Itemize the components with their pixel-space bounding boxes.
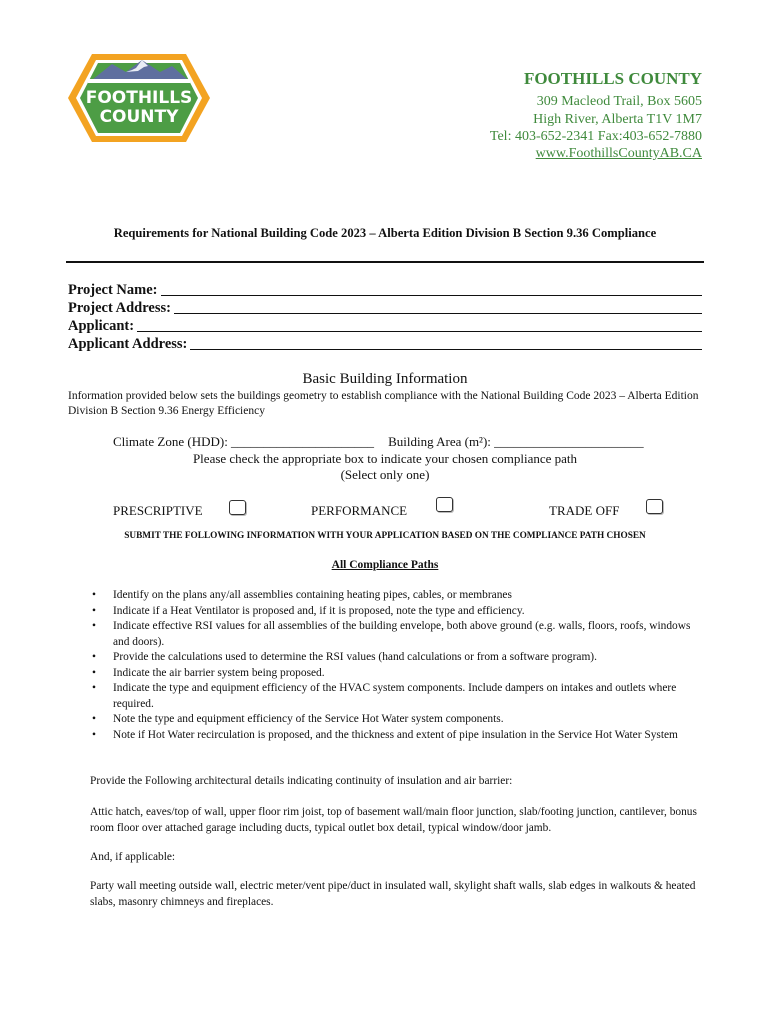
trade-off-label: TRADE OFF [549, 503, 620, 518]
org-address-line-2: High River, Alberta T1V 1M7 [533, 112, 702, 127]
select-only-one-note: (Select only one) [340, 467, 430, 482]
bullet-icon: • [92, 589, 96, 601]
list-item: • Indicate if a Heat Ventilator is proposed and, if it is proposed, note the type and efficiency. [92, 604, 704, 620]
performance-checkbox[interactable] [436, 497, 453, 512]
details-intro: Provide the Following architectural details indicating continuity of insulation and air barrier: [90, 775, 513, 787]
list-item: • Identify on the plans any/all assemblies containing heating pipes, cables, or membranes [92, 588, 704, 604]
list-item: • Note the type and equipment efficiency of the Service Hot Water system components. [92, 712, 704, 728]
submit-instructions: SUBMIT THE FOLLOWING INFORMATION WITH YOUR APPLICATION BASED ON THE COMPLIANCE PATH CHOSEN [124, 531, 646, 541]
project-name-label: Project Name: [68, 282, 158, 298]
project-name-field[interactable] [68, 281, 702, 299]
org-address-line-1: 309 Macleod Trail, Box 5605 [536, 94, 702, 109]
project-address-label: Project Address: [68, 300, 171, 316]
project-address-field[interactable] [68, 299, 702, 317]
logo-line-2: COUNTY [99, 107, 179, 127]
list-item: • Provide the calculations used to determine the RSI values (hand calculations or from a software program). [92, 650, 704, 666]
trade-off-checkbox[interactable] [646, 499, 663, 514]
performance-label: PERFORMANCE [311, 503, 408, 518]
divider [66, 261, 704, 263]
project-name-input-line[interactable] [161, 295, 703, 296]
list-item: • Indicate the type and equipment efficiency of the HVAC system components. Include dampers on intakes and outlets where required. [92, 682, 677, 710]
climate-area-row [113, 434, 644, 450]
applicant-address-label: Applicant Address: [68, 336, 188, 352]
applicant-address-input-line[interactable] [190, 349, 702, 350]
bullet-icon: • [92, 651, 96, 663]
prescriptive-label: PRESCRIPTIVE [113, 503, 203, 518]
basic-info-title: Basic Building Information [302, 371, 468, 387]
bullet-icon: • [92, 713, 96, 725]
document-title: Requirements for National Building Code 2023 – Alberta Edition Division B Section 9.36 Compliance [113, 226, 657, 240]
compliance-instruction: Please check the appropriate box to indicate your chosen compliance path [192, 451, 578, 466]
building-area-field[interactable]: Building Area (m²): _______________________ [388, 434, 644, 449]
org-phone: Tel: 403-652-2341 Fax:403-652-7880 [489, 129, 702, 144]
list-item: • Note if Hot Water recirculation is proposed, and the thickness and extent of pipe insulation in the Service Hot Water System [92, 728, 704, 744]
applicable-details-list: Party wall meeting outside wall, electric meter/vent pipe/duct in insulated wall, skylight shaft walls, slab edges in walkouts & heated slabs, masonry chimneys and fireplaces. [90, 880, 696, 908]
bullet-icon: • [92, 666, 96, 679]
list-item: • Indicate the air barrier system being proposed. [92, 666, 704, 682]
applicant-label: Applicant: [68, 318, 135, 334]
details-list: Attic hatch, eaves/top of wall, upper floor rim joist, top of basement wall/main floor junction, slab/footing junction, cantilever, bonus room floor over attached garage including ducts, typical outlet box detail, typical window/door jamb. [90, 806, 697, 834]
prescriptive-checkbox[interactable] [229, 500, 246, 515]
bullet-icon: • [92, 620, 96, 632]
bullet-icon: • [92, 604, 96, 617]
foothills-county-logo [66, 52, 212, 144]
compliance-requirements-list [92, 588, 704, 743]
applicant-address-field[interactable] [68, 335, 702, 353]
org-name: FOOTHILLS COUNTY [523, 69, 702, 88]
project-address-input-line[interactable] [174, 313, 702, 314]
applicant-field[interactable] [68, 317, 702, 335]
applicant-input-line[interactable] [137, 331, 702, 332]
bullet-icon: • [92, 682, 96, 694]
org-website-link[interactable]: www.FoothillsCountyAB.CA [535, 146, 702, 161]
if-applicable-label: And, if applicable: [90, 851, 176, 863]
list-item: • Indicate effective RSI values for all assemblies of the building envelope, both above ground (e.g. walls, floors, roofs, windows and doors). [92, 620, 691, 648]
bullet-icon: • [92, 728, 96, 741]
all-compliance-paths-title: All Compliance Paths [331, 559, 439, 571]
logo-line-1: FOOTHILLS [85, 88, 193, 108]
climate-zone-field[interactable]: Climate Zone (HDD): ______________________ [113, 434, 375, 449]
basic-info-intro: Information provided below sets the buildings geometry to establish compliance with the National Building Code 2023 – Alberta Edition Division B Section 9.36 Energy Efficiency [68, 390, 699, 417]
